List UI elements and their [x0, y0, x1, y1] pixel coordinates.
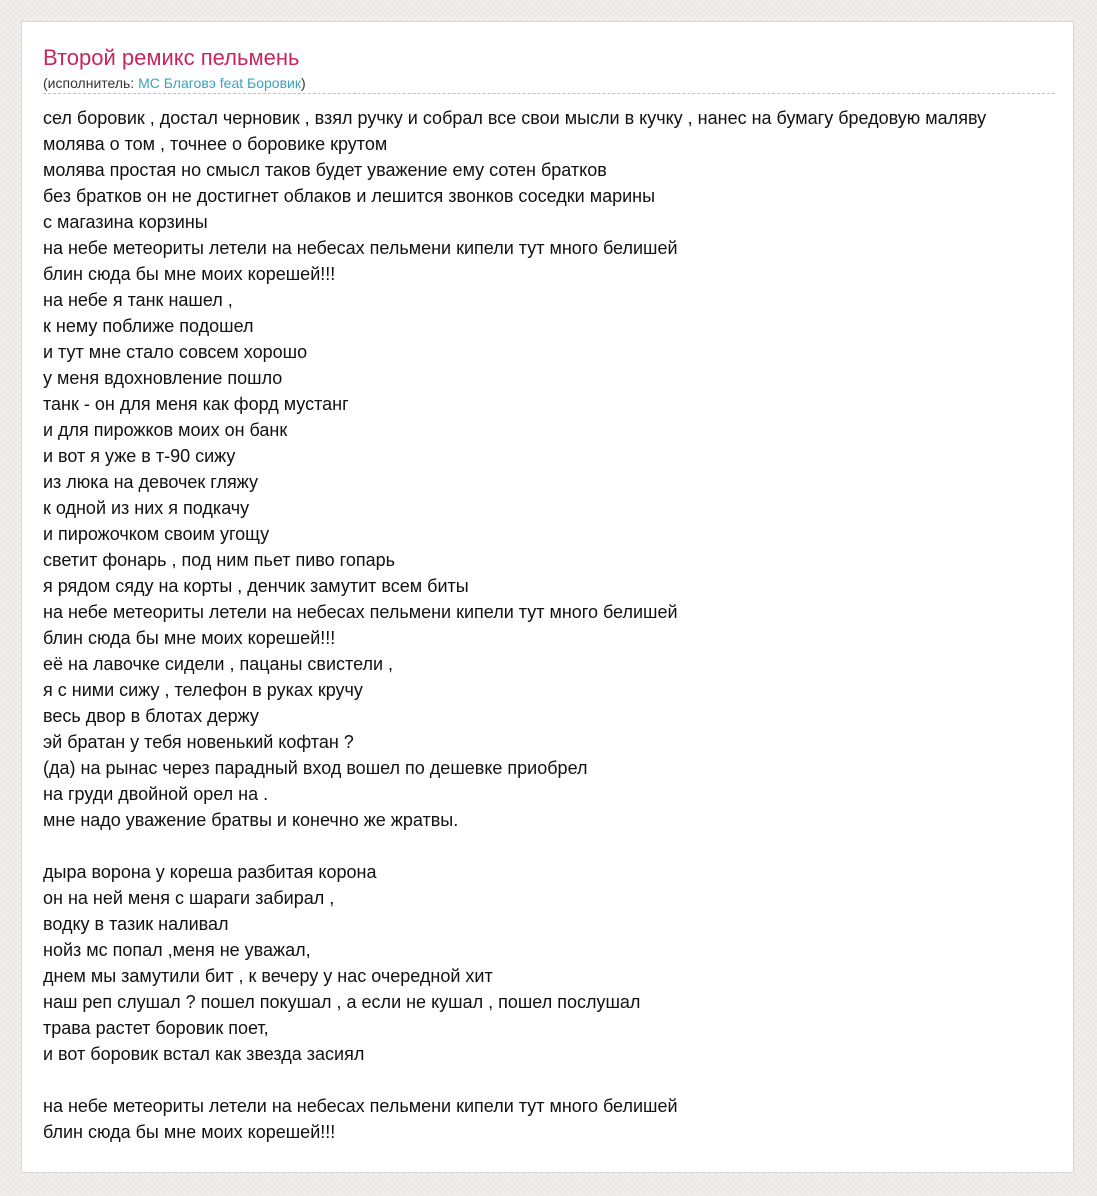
- lyric-line: днем мы замутили бит , к вечеру у нас очередной хит: [43, 966, 493, 986]
- lyric-line: наш реп слушал ? пошел покушал , а если не кушал , пошел послушал: [43, 992, 641, 1012]
- lyric-line: её на лавочке сидели , пацаны свистели ,: [43, 654, 394, 674]
- lyric-line: из люка на девочек гляжу: [43, 472, 258, 492]
- lyric-line: дыра ворона у кореша разбитая корона: [43, 862, 377, 882]
- lyric-line: и пирожочком своим угощу: [43, 524, 270, 544]
- lyric-line: молява о том , точнее о боровике крутом: [43, 134, 388, 154]
- lyric-line: к одной из них я подкачу: [43, 498, 250, 518]
- lyric-line: светит фонарь , под ним пьет пиво гопарь: [43, 550, 396, 570]
- lyric-line: блин сюда бы мне моих корешей!!!: [43, 1122, 336, 1142]
- lyric-line: (да) на рынас через парадный вход вошел по дешевке приобрел: [43, 758, 588, 778]
- lyric-line: у меня вдохновление пошло: [43, 368, 283, 388]
- lyric-blank-line: [43, 1067, 1074, 1093]
- lyric-line: и вот боровик встал как звезда засиял: [43, 1044, 365, 1064]
- artist-line: [43, 74, 306, 92]
- lyric-line: на небе я танк нашел ,: [43, 290, 233, 310]
- lyric-line: на небе метеориты летели на небесах пельмени кипели тут много белишей: [43, 602, 678, 622]
- lyric-line: и вот я уже в т-90 сижу: [43, 446, 236, 466]
- lyric-line: и для пирожков моих он банк: [43, 420, 288, 440]
- lyric-line: танк - он для меня как форд мустанг: [43, 394, 349, 414]
- lyric-line: сел боровик , достал черновик , взял ручку и собрал все свои мысли в кучку , нанес на бумагу бредовую маляву: [43, 108, 987, 128]
- lyric-line: мне надо уважение братвы и конечно же жратвы.: [43, 810, 459, 830]
- lyric-line: нойз мс попал ,меня не уважал,: [43, 940, 311, 960]
- lyric-line: я рядом сяду на корты , денчик замутит всем биты: [43, 576, 469, 596]
- lyric-line: на груди двойной орел на .: [43, 784, 269, 804]
- song-title: Второй ремикс пельмень: [43, 45, 300, 70]
- lyric-blank-line: [43, 833, 1074, 859]
- artist-link[interactable]: MC Благовэ feat Боровик: [138, 75, 301, 91]
- lyrics-text: [43, 105, 1074, 1145]
- lyric-line: без братков он не достигнет облаков и лешится звонков соседки марины: [43, 186, 656, 206]
- lyric-line: к нему поближе подошел: [43, 316, 254, 336]
- lyric-line: молява простая но смысл таков будет уважение ему сотен братков: [43, 160, 607, 180]
- lyric-line: я с ними сижу , телефон в руках кручу: [43, 680, 363, 700]
- lyrics-card: [21, 21, 1074, 1173]
- lyric-line: с магазина корзины: [43, 212, 208, 232]
- artist-prefix: (исполнитель:: [43, 75, 139, 91]
- lyric-line: трава растет боровик поет,: [43, 1018, 269, 1038]
- lyric-line: на небе метеориты летели на небесах пельмени кипели тут много белишей: [43, 1096, 678, 1116]
- lyric-line: весь двор в блотах держу: [43, 706, 259, 726]
- lyric-line: он на ней меня с шараги забирал ,: [43, 888, 335, 908]
- lyric-line: на небе метеориты летели на небесах пельмени кипели тут много белишей: [43, 238, 678, 258]
- lyric-line: водку в тазик наливал: [43, 914, 229, 934]
- artist-suffix: ): [300, 75, 306, 91]
- lyric-line: блин сюда бы мне моих корешей!!!: [43, 628, 336, 648]
- lyric-line: эй братан у тебя новенький кофтан ?: [43, 732, 354, 752]
- title-divider: [43, 93, 1055, 94]
- lyric-line: и тут мне стало совсем хорошо: [43, 342, 308, 362]
- lyric-line: блин сюда бы мне моих корешей!!!: [43, 264, 336, 284]
